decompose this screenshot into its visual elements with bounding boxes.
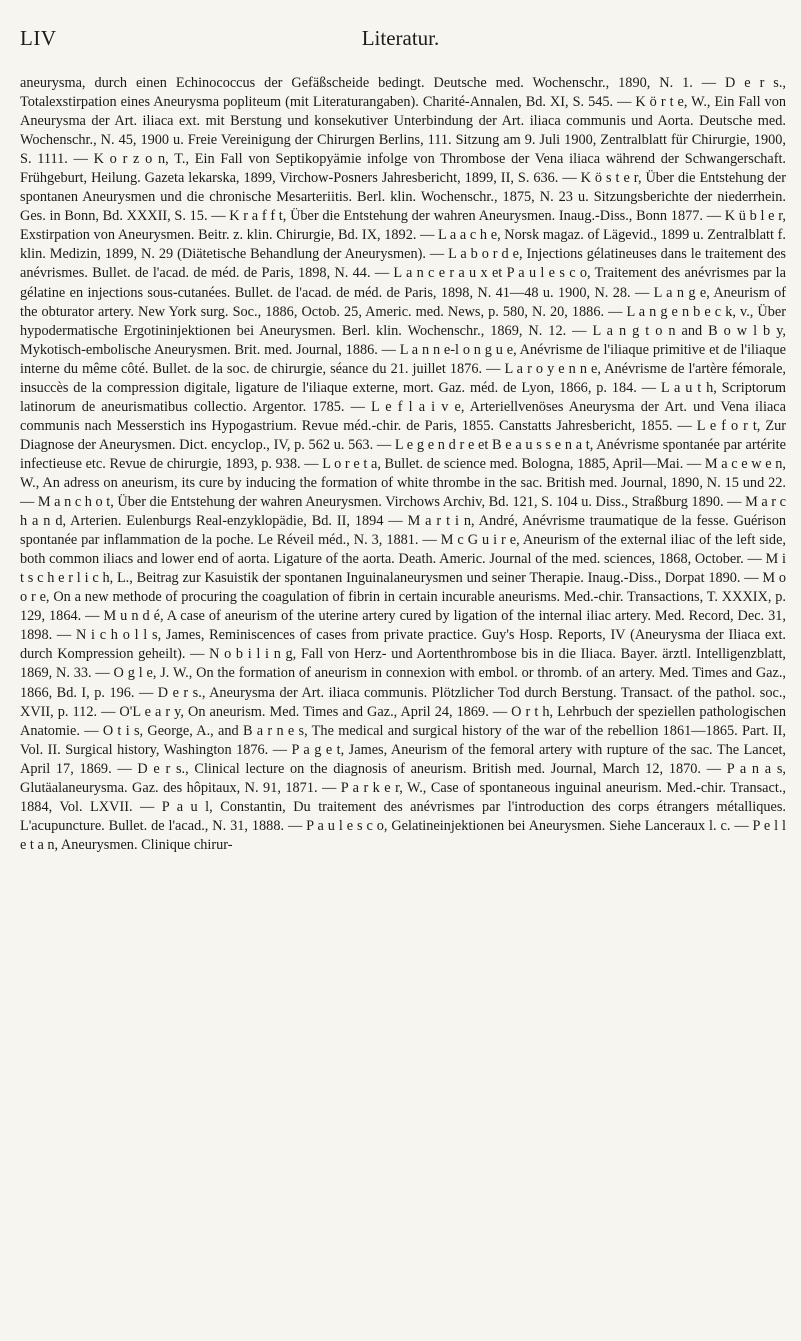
- bibliography-paragraph: aneurysma, durch einen Echinococcus der Gefäßscheide bedingt. Deutsche med. Wochenschr., 1890, N. 1. — D e r s., Totalexstirpation eines Aneurysma popliteum (mit Literaturangaben). Charité-Annalen, Bd. XI, S. 545. — K ö r t e, W., Ein Fall von Aneurysma der Art. iliaca ext. mit Berstung und konsekutiver Unterbindung der Art. iliaca communis und Aorta. Deutsche med. Wochenschr., N. 45, 1900 u. Freie Vereinigung der Chirurgen Berlins, 111. Sitzung am 9. Juli 1900, Zentralblatt für Chirurgie, 1900, S. 1111. — K o r z o n, T., Ein Fall von Septikopyämie infolge von Thrombose der Vena iliaca während der Schwangerschaft. Frühgeburt, Heilung. Gazeta lekarska, 1899, Virchow-Posners Jahresbericht, 1899, II, S. 636. — K ö s t e r, Über die Entstehung der spontanen Aneurysmen und die chronische Mesarteriitis. Berl. klin. Wochenschr., 1875, N. 23 u. Sitzungsberichte der niederrhein. Ges. in Bonn, Bd. XXXII, S. 15. — K r a f f t, Über die Entstehung der wahren Aneurysmen. Inaug.-Diss., Bonn 1877. — K ü b l e r, Exstirpation von Aneurysmen. Beitr. z. klin. Chirurgie, Bd. IX, 1892. — L a a c h e, Norsk magaz. of Lägevid., 1899 u. Zentralblatt f. klin. Medizin, 1899, N. 29 (Diätetische Behandlung der Aneurysmen). — L a b o r d e, Injections gélatineuses dans le traitement des anévrismes. Bullet. de l'acad. de méd. de Paris, 1898, N. 44. — L a n c e r a u x et P a u l e s c o, Traitement des anévrismes par la gélatine en injections sous-cutanées. Bullet. de l'acad. de méd. de Paris, 1898, N. 41—48 u. 1900, N. 28. — L a n g e, Aneurism of the obturator artery. New York surg. Soc., 1886, Octob. 25, Americ. med. News, p. 580, N. 20, 1886. — L a n g e n b e c k, v., Über hypodermatische Ergotininjektionen bei Aneurysmen. Berl. klin. Wochenschr., 1869, N. 12. — L a n g t o n and B o w l b y, Mykotisch-embolische Aneurysmen. Brit. med. Journal, 1886. — L a n n e-l o n g u e, Anévrisme de l'iliaque primitive et de l'iliaque interne du même côté. Bullet. de la soc. de chirurgie, séance du 21. juillet 1876. — L a r o y e n n e, Anévrisme de l'artère fémorale, insuccès de la compression digitale, ligature de l'iliaque externe, mort. Gaz. méd. de Lyon, 1866, p. 184. — L a u t h, Scriptorum latinorum de aneurismatibus collectio. Argentor. 1785. — L e f l a i v e, Arteriellvenöses Aneurysma der Art. und Vena iliaca communis nach Messerstich ins Hypogastrium. Revue méd.-chir. de Paris, 1855. Canstatts Jahresbericht, 1855. — L e f o r t, Zur Diagnose der Aneurysmen. Dict. encyclop., IV, p. 562 u. 563. — L e g e n d r e et B e a u s s e n a t, Anévrisme spontanée par artérite infectieuse etc. Revue de chirurgie, 1893, p. 938. — L o r e t a, Bullet. de science med. Bologna, 1885, April—Mai. — M a c e w e n, W., An adress on aneurism, its cure by inducing the formation of white thrombe in the sac. British med. Journal, 1890, N. 15 und 22. — M a n c h o t, Über die Entstehung der wahren Aneurysmen. Virchows Archiv, Bd. 121, S. 104 u. Diss., Straßburg 1890. — M a r c h a n d, Arterien. Eulenburgs Real-enzyklopädie, Bd. II, 1894 — M a r t i n, André, Anévrisme traumatique de la fesse. Guérison spontanée par inflammation de la poche. Le Réveil méd., N. 3, 1881. — M c G u i r e, Aneurism of the external iliac of the left side, both common iliacs and lower end of aorta. Ligature of the aorta. Death. Americ. Journal of the med. sciences, 1868, October. — M i t s c h e r l i c h, L., Beitrag zur Kasuistik der spontanen Inguinalaneurysmen und seiner Therapie. Inaug.-Diss., Dorpat 1890. — M o o r e, On a new methode of procuring the coagulation of fibrin in certain incurable aneurisms. Med.-chir. Transactions, T. XXXIX, p. 129, 1864. — M u n d é, A case of aneurism of the uterine artery cured by ligation of the internal iliac artery. Med. Record, Dec. 31, 1898. — N i c h o l l s, James, Reminiscences of cases from private practice. Guy's Hosp. Reports, IV (Aneurysma der Iliaca ext. durch Kompression geheilt). — N o b i l i n g, Fall von Herz- und Aortenthrombose bis in die Iliaca. Bayer. ärztl. Intelligenzblatt, 1869, N. 33. — O g l e, J. W., On the formation of aneurism in connexion with embol. or thromb. of an artery. Med. Times and Gaz., 1866, Bd. I, p. 196. — D e r s., Aneurysma der Art. iliaca communis. Plötzlicher Tod durch Berstung. Transact. of the pathol. soc., XVII, p. 112. — O'L e a r y, On aneurism. Med. Times and Gaz., April 24, 1869. — O r t h, Lehrbuch der speziellen pathologischen Anatomie. — O t i s, George, A., and B a r n e s, The medical and surgical history of the war of the rebellion 1861—1865. Part. II, Vol. II. Surgical history, Washington 1876. — P a g e t, James, Aneurism of the femoral artery with rupture of the sac. The Lancet, April 17, 1869. — D e r s., Clinical lecture on the diagnosis of aneurism. British med. Journal, March 12, 1870. — P a n a s, Glutäalaneurysma. Gaz. des hôpitaux, N. 91, 1871. — P a r k e r, W., Case of spontaneous inguinal aneurism. Med.-chir. Transact., 1884, Vol. LXVII. — P a u l, Constantin, Du traitement des anévrismes par l'introduction des corps étrangers métalliques. L'acupuncture. Bullet. de l'acad., N. 31, 1888. — P a u l e s c o, Gelatineinjektionen bei Aneurysmen. Siehe Lanceraux l. c. — P e l l e t a n, Aneurysmen. Clinique chirur-: [20, 75, 786, 853]
- page-header: [0, 0, 801, 70]
- running-title: Literatur.: [361, 26, 440, 50]
- bibliography-text: [20, 74, 786, 855]
- page-number: LIV: [20, 26, 57, 50]
